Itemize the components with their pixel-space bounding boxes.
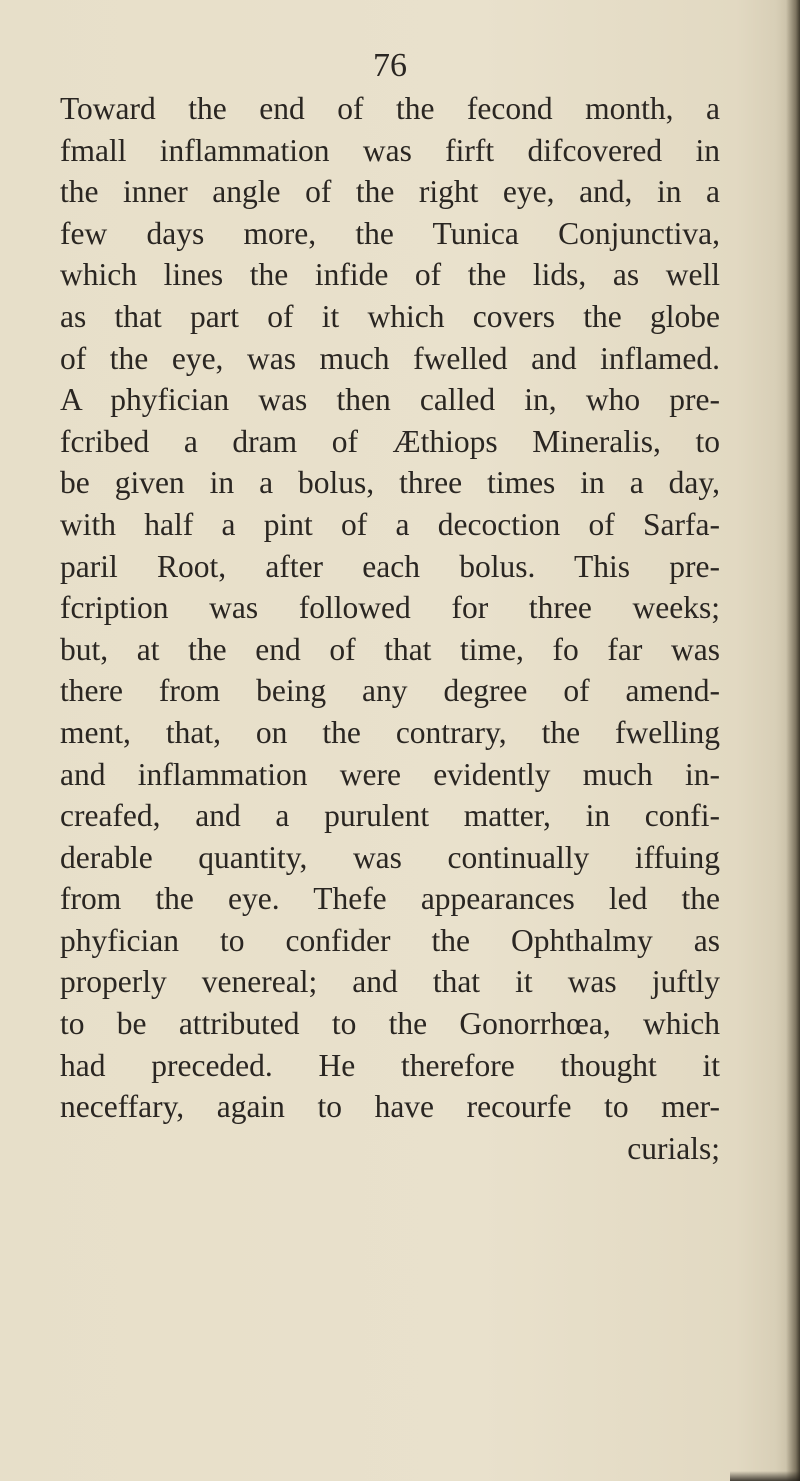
text-line: few days more, the Tunica Conjunctiva, <box>60 215 720 251</box>
page-number: 76 <box>373 47 407 84</box>
text-line: of the eye, was much fwelled and inflamed. <box>60 340 720 376</box>
text-line: fmall inflammation was firft difcovered in <box>60 132 720 168</box>
text-line: be given in a bolus, three times in a day, <box>60 465 720 501</box>
text-line: properly venereal; and that it was juftly <box>60 964 720 1000</box>
text-line: to be attributed to the Gonorrhœa, which <box>60 1006 720 1042</box>
text-line: A phyfician was then called in, who pre- <box>60 382 720 418</box>
page-gutter-shadow <box>786 0 800 1481</box>
text-line: the inner angle of the right eye, and, in a <box>60 174 720 210</box>
text-line: fcription was followed for three weeks; <box>60 590 720 626</box>
text-line: paril Root, after each bolus. This pre- <box>60 548 720 584</box>
text-line: which lines the infide of the lids, as well <box>60 257 720 293</box>
body-text <box>60 88 720 1169</box>
text-line: but, at the end of that time, fo far was <box>60 631 720 667</box>
text-line: fcribed a dram of Æthiops Mineralis, to <box>60 423 720 459</box>
catchword: curials; <box>627 1130 720 1166</box>
text-line: as that part of it which covers the globe <box>60 298 720 334</box>
text-line: there from being any degree of amend- <box>60 673 720 709</box>
text-line: creafed, and a purulent matter, in confi- <box>60 798 720 834</box>
text-line: from the eye. Thefe appearances led the <box>60 881 720 917</box>
text-line: phyfician to confider the Ophthalmy as <box>60 922 720 958</box>
text-line: derable quantity, was continually iffuing <box>60 839 720 875</box>
page-bottom-edge <box>730 1471 800 1481</box>
text-line: ment, that, on the contrary, the fwelling <box>60 714 720 750</box>
text-line: had preceded. He therefore thought it <box>60 1047 720 1083</box>
text-line: neceffary, again to have recourfe to mer- <box>60 1089 720 1125</box>
text-line: and inflammation were evidently much in- <box>60 756 720 792</box>
text-line: with half a pint of a decoction of Sarfa- <box>60 506 720 542</box>
text-line: Toward the end of the fecond month, a <box>60 91 720 126</box>
